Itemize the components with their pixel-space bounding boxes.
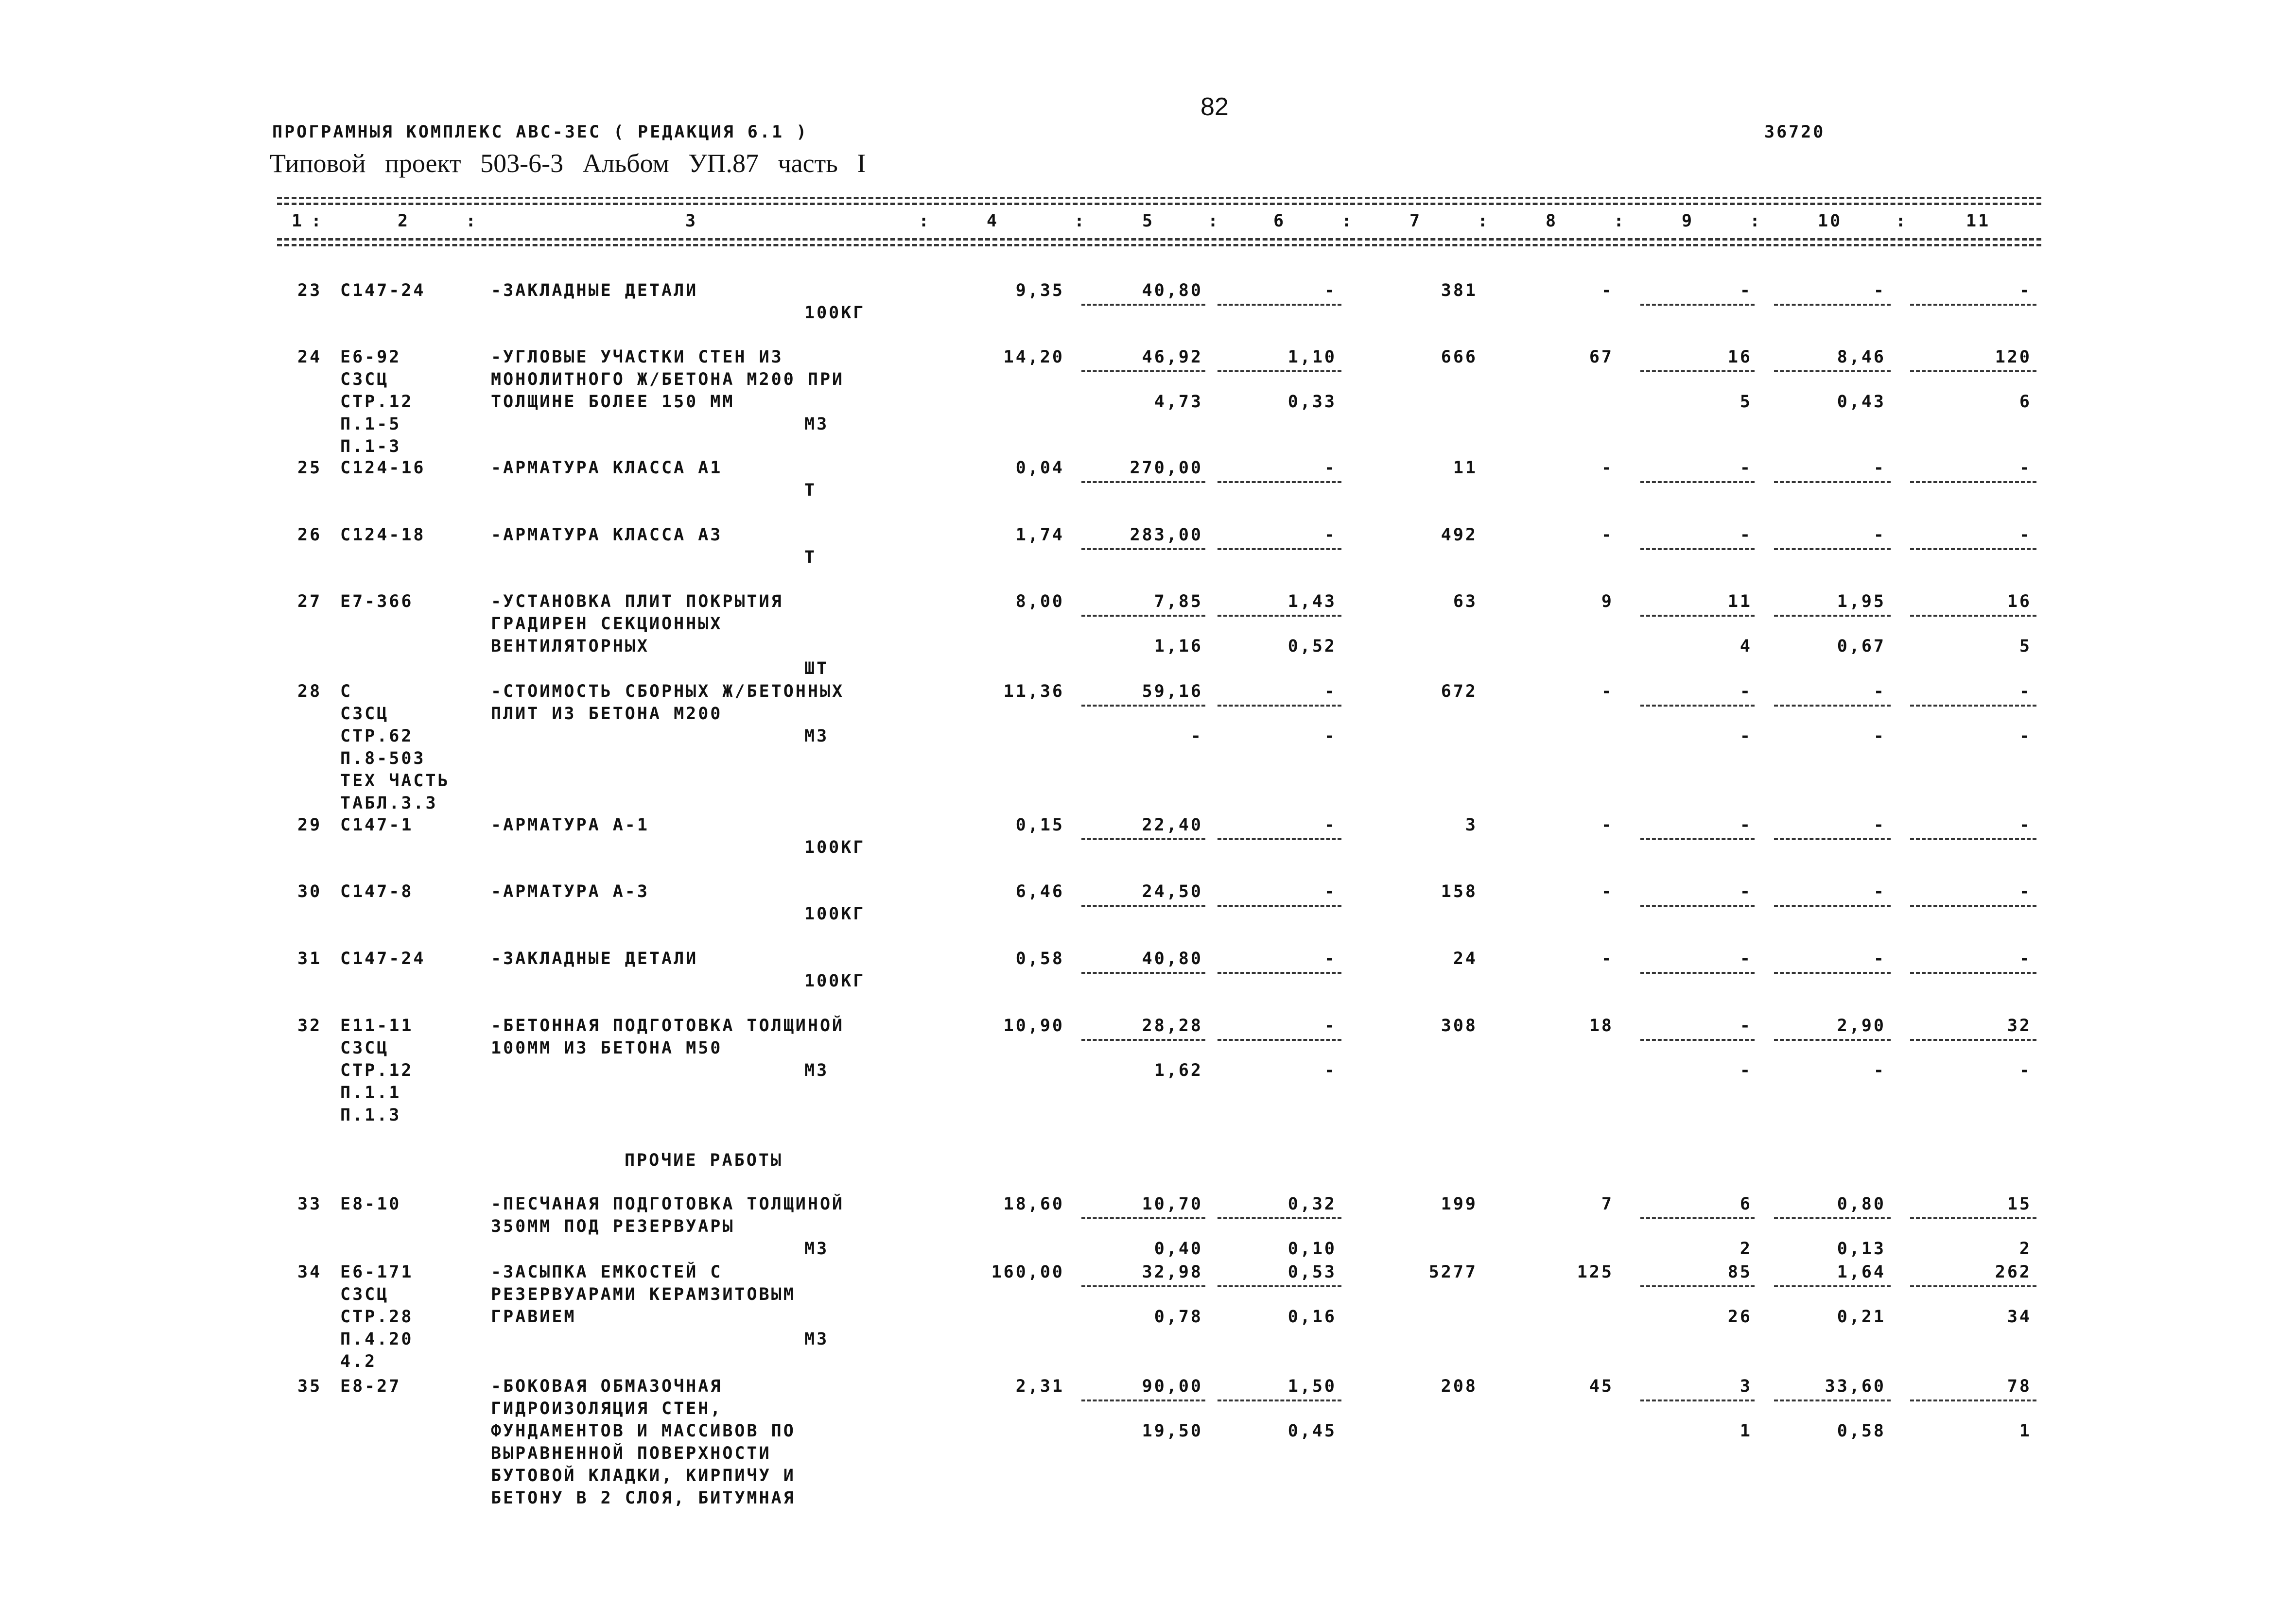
cell-c11: - (2019, 281, 2032, 300)
cell-c4: 14,20 (1003, 347, 1064, 367)
cell-c10b: - (1873, 726, 1886, 746)
fraction-line (1218, 370, 1341, 372)
cell-c4: 9,35 (1015, 281, 1064, 300)
cell-c8: - (1601, 815, 1614, 835)
program-line: ПРОГРАМНЫЯ КОМПЛЕКС АВС-3ЕС ( РЕДАКЦИЯ 6.1 ) (272, 122, 809, 142)
column-header-6: 6 (1273, 211, 1286, 231)
fraction-line (1640, 972, 1755, 974)
row-description: -ЗАСЫПКА ЕМКОСТЕЙ С РЕЗЕРВУАРАМИ КЕРАМЗИТОВЫМ ГРАВИЕМ (491, 1262, 796, 1327)
cell-c6b: - (1324, 726, 1337, 746)
row-unit: М3 (804, 1239, 829, 1259)
fraction-line (1640, 615, 1755, 617)
row-unit: ШТ (804, 659, 829, 678)
fraction-line (1910, 481, 2036, 483)
cell-c4: 2,31 (1015, 1377, 1064, 1396)
cell-c5: 90,00 (1142, 1377, 1203, 1396)
row-code: Е8-10 (340, 1194, 401, 1214)
cell-c7: 308 (1441, 1016, 1478, 1036)
fraction-line (1081, 1039, 1205, 1041)
cell-c11: - (2019, 458, 2032, 478)
fraction-line (1774, 304, 1891, 306)
cell-c11: - (2019, 949, 2032, 968)
fraction-line (1774, 905, 1891, 907)
fraction-line (1081, 838, 1205, 840)
cell-c5b: - (1190, 726, 1203, 746)
cell-c7: 63 (1453, 592, 1478, 611)
cell-c6b: 0,52 (1287, 637, 1337, 656)
cell-c4: 0,04 (1015, 458, 1064, 478)
fraction-line (1081, 1285, 1205, 1287)
cell-c8: 67 (1589, 347, 1614, 367)
cell-c4: 18,60 (1003, 1194, 1064, 1214)
row-description: -СТОИМОСТЬ СБОРНЫХ Ж/БЕТОННЫХ ПЛИТ ИЗ БЕТОНА М200 (491, 682, 845, 724)
row-code: С124-18 (340, 525, 426, 545)
fraction-line (1774, 615, 1891, 617)
cell-c9: - (1739, 458, 1752, 478)
column-header-7: 7 (1409, 211, 1422, 231)
row-code: Е8-27 (340, 1377, 401, 1396)
cell-c9: - (1739, 815, 1752, 835)
cell-c6b: 0,45 (1287, 1421, 1337, 1441)
cell-c9: 16 (1727, 347, 1752, 367)
cell-c10: - (1873, 281, 1886, 300)
fraction-line (1218, 615, 1341, 617)
cell-c7: 11 (1453, 458, 1478, 478)
row-number: 33 (297, 1194, 322, 1214)
row-code: С С3СЦ СТР.62 П.8-503 ТЕХ ЧАСТЬ ТАБЛ.3.3 (340, 682, 450, 813)
fraction-line (1218, 972, 1341, 974)
cell-c11: 32 (2007, 1016, 2032, 1036)
cell-c5b: 4,73 (1154, 392, 1203, 412)
cell-c7: 492 (1441, 525, 1478, 545)
fraction-line (1081, 481, 1205, 483)
fraction-line (1774, 548, 1891, 550)
project-title: Типовой проект 503-6-3 Альбом УП.87 часть I (270, 149, 866, 178)
fraction-line (1081, 972, 1205, 974)
row-code: С147-1 (340, 815, 414, 835)
section-title: ПРОЧИЕ РАБОТЫ (625, 1151, 783, 1170)
cell-c6: 0,53 (1287, 1262, 1337, 1282)
column-header-1: 1 (292, 211, 304, 231)
row-number: 32 (297, 1016, 322, 1036)
cell-c5: 10,70 (1142, 1194, 1203, 1214)
fraction-line (1640, 1217, 1755, 1219)
cell-c9b: - (1739, 1061, 1752, 1080)
cell-c11: - (2019, 815, 2032, 835)
fraction-line (1910, 838, 2036, 840)
row-number: 25 (297, 458, 322, 478)
cell-c6b: 0,33 (1287, 392, 1337, 412)
cell-c7: 199 (1441, 1194, 1478, 1214)
row-description: -АРМАТУРА КЛАССА А3 (491, 525, 723, 545)
fraction-line (1910, 548, 2036, 550)
cell-c5: 40,80 (1142, 949, 1203, 968)
cell-c7: 24 (1453, 949, 1478, 968)
row-unit: М3 (804, 726, 829, 746)
fraction-line (1910, 705, 2036, 707)
cell-c6: 1,50 (1287, 1377, 1337, 1396)
column-header-9: 9 (1682, 211, 1694, 231)
row-number: 34 (297, 1262, 322, 1282)
cell-c8: - (1601, 882, 1614, 901)
cell-c11b: 1 (2019, 1421, 2032, 1441)
cell-c11: 78 (2007, 1377, 2032, 1396)
fraction-line (1910, 304, 2036, 306)
row-code: С147-24 (340, 281, 426, 300)
row-number: 35 (297, 1377, 322, 1396)
cell-c10: - (1873, 525, 1886, 545)
fraction-line (1774, 705, 1891, 707)
document-number: 36720 (1764, 122, 1826, 142)
cell-c10: 0,80 (1837, 1194, 1886, 1214)
row-number: 26 (297, 525, 322, 545)
cell-c6: - (1324, 949, 1337, 968)
fraction-line (1774, 1400, 1891, 1401)
fraction-line (1081, 1400, 1205, 1401)
column-header-8: 8 (1546, 211, 1558, 231)
fraction-line (1640, 1039, 1755, 1041)
row-number: 24 (297, 347, 322, 367)
cell-c9: - (1739, 682, 1752, 701)
row-unit: 100КГ (804, 904, 866, 924)
cell-c10: - (1873, 815, 1886, 835)
cell-c11: - (2019, 882, 2032, 901)
cell-c8: 9 (1601, 592, 1614, 611)
cell-c10: 8,46 (1837, 347, 1886, 367)
row-description: -АРМАТУРА А-3 (491, 882, 649, 901)
cell-c7: 666 (1441, 347, 1478, 367)
cell-c5b: 1,16 (1154, 637, 1203, 656)
cell-c8: 45 (1589, 1377, 1614, 1396)
fraction-line (1774, 1039, 1891, 1041)
cell-c6: - (1324, 281, 1337, 300)
fraction-line (1081, 548, 1205, 550)
cell-c5b: 19,50 (1142, 1421, 1203, 1441)
cell-c9: - (1739, 525, 1752, 545)
cell-c7: 5277 (1428, 1262, 1478, 1282)
fraction-line (1218, 1039, 1341, 1041)
fraction-line (1640, 905, 1755, 907)
cell-c9b: - (1739, 726, 1752, 746)
cell-c11b: 6 (2019, 392, 2032, 412)
cell-c10b: 0,67 (1837, 637, 1886, 656)
cell-c8: - (1601, 525, 1614, 545)
fraction-line (1081, 304, 1205, 306)
fraction-line (1910, 615, 2036, 617)
cell-c9: - (1739, 281, 1752, 300)
row-description: -БОКОВАЯ ОБМАЗОЧНАЯ ГИДРОИЗОЛЯЦИЯ СТЕН, ФУНДАМЕНТОВ И МАССИВОВ ПО ВЫРАВНЕННОЙ ПОВЕРХНОСТИ БУТОВОЙ КЛАДКИ, КИРПИЧУ И БЕТОНУ В 2 СЛОЯ, БИТУМНАЯ (491, 1377, 796, 1508)
cell-c4: 1,74 (1015, 525, 1064, 545)
cell-c6: - (1324, 682, 1337, 701)
cell-c7: 381 (1441, 281, 1478, 300)
cell-c8: - (1601, 682, 1614, 701)
fraction-line (1910, 1400, 2036, 1401)
cell-c8: - (1601, 949, 1614, 968)
page-number: 82 (1200, 93, 1229, 121)
cell-c9: 6 (1739, 1194, 1752, 1214)
row-number: 31 (297, 949, 322, 968)
fraction-line (1218, 705, 1341, 707)
cell-c6: - (1324, 882, 1337, 901)
row-unit: М3 (804, 1330, 829, 1349)
cell-c5b: 0,40 (1154, 1239, 1203, 1259)
row-number: 27 (297, 592, 322, 611)
fraction-line (1218, 1285, 1341, 1287)
cell-c9b: 1 (1739, 1421, 1752, 1441)
fraction-line (1910, 1217, 2036, 1219)
row-unit: М3 (804, 1061, 829, 1080)
column-header-11: 11 (1966, 211, 1991, 231)
fraction-line (1640, 370, 1755, 372)
fraction-line (1081, 705, 1205, 707)
fraction-line (1640, 304, 1755, 306)
cell-c4: 8,00 (1015, 592, 1064, 611)
fraction-line (1640, 1400, 1755, 1401)
cell-c9: 3 (1739, 1377, 1752, 1396)
row-description: -УГЛОВЫЕ УЧАСТКИ СТЕН ИЗ МОНОЛИТНОГО Ж/БЕТОНА М200 ПРИ ТОЛЩИНЕ БОЛЕЕ 150 ММ (491, 347, 845, 412)
cell-c9: 85 (1727, 1262, 1752, 1282)
cell-c5: 283,00 (1130, 525, 1203, 545)
cell-c10: 1,64 (1837, 1262, 1886, 1282)
cell-c8: - (1601, 281, 1614, 300)
cell-c11b: 5 (2019, 637, 2032, 656)
row-number: 29 (297, 815, 322, 835)
row-description: -БЕТОННАЯ ПОДГОТОВКА ТОЛЩИНОЙ 100ММ ИЗ БЕТОНА М50 (491, 1016, 845, 1058)
row-description: -ЗАКЛАДНЫЕ ДЕТАЛИ (491, 949, 698, 968)
cell-c5: 24,50 (1142, 882, 1203, 901)
cell-c11: 262 (1995, 1262, 2032, 1282)
cell-c4: 0,58 (1015, 949, 1064, 968)
fraction-line (1640, 548, 1755, 550)
cell-c6b: 0,10 (1287, 1239, 1337, 1259)
cell-c5: 22,40 (1142, 815, 1203, 835)
column-header-row: 1 : 2 : 3 : 4 : 5 : 6 : 7 : 8 : 9 : 10 : 11 (292, 211, 1991, 231)
cell-c7: 3 (1465, 815, 1478, 835)
cell-c9: 11 (1727, 592, 1752, 611)
fraction-line (1640, 481, 1755, 483)
cell-c5: 7,85 (1154, 592, 1203, 611)
cell-c11: - (2019, 525, 2032, 545)
fraction-line (1910, 905, 2036, 907)
column-header-2: 2 (398, 211, 410, 231)
row-number: 30 (297, 882, 322, 901)
cell-c7: 208 (1441, 1377, 1478, 1396)
cell-c10: - (1873, 458, 1886, 478)
cell-c10b: 0,13 (1837, 1239, 1886, 1259)
fraction-line (1640, 838, 1755, 840)
cell-c4: 11,36 (1003, 682, 1064, 701)
cell-c4: 6,46 (1015, 882, 1064, 901)
row-code: Е6-92 С3СЦ СТР.12 П.1-5 П.1-3 (340, 347, 414, 456)
cell-c4: 0,15 (1015, 815, 1064, 835)
row-number: 28 (297, 682, 322, 701)
row-unit: 100КГ (804, 838, 866, 857)
fraction-line (1774, 1285, 1891, 1287)
cell-c4: 10,90 (1003, 1016, 1064, 1036)
fraction-line (1774, 1217, 1891, 1219)
cell-c9b: 2 (1739, 1239, 1752, 1259)
cell-c11b: 2 (2019, 1239, 2032, 1259)
cell-c9: - (1739, 882, 1752, 901)
row-unit: 100КГ (804, 303, 866, 323)
cell-c10: 1,95 (1837, 592, 1886, 611)
cell-c6b: - (1324, 1061, 1337, 1080)
cell-c6: 0,32 (1287, 1194, 1337, 1214)
cell-c7: 672 (1441, 682, 1478, 701)
fraction-line (1640, 1285, 1755, 1287)
cell-c9: - (1739, 1016, 1752, 1036)
row-description: -АРМАТУРА КЛАССА А1 (491, 458, 723, 478)
cell-c5b: 1,62 (1154, 1061, 1203, 1080)
fraction-line (1218, 1217, 1341, 1219)
cell-c10b: 0,21 (1837, 1307, 1886, 1327)
fraction-line (1774, 972, 1891, 974)
cell-c9b: 26 (1727, 1307, 1752, 1327)
fraction-line (1218, 905, 1341, 907)
row-unit: М3 (804, 415, 829, 434)
cell-c9b: 4 (1739, 637, 1752, 656)
cell-c8: 18 (1589, 1016, 1614, 1036)
cell-c10b: 0,43 (1837, 392, 1886, 412)
fraction-line (1640, 705, 1755, 707)
fraction-line (1910, 370, 2036, 372)
row-unit: Т (804, 548, 817, 567)
fraction-line (1081, 615, 1205, 617)
fraction-line (1774, 838, 1891, 840)
cell-c11: 16 (2007, 592, 2032, 611)
cell-c6: - (1324, 1016, 1337, 1036)
cell-c6: 1,10 (1287, 347, 1337, 367)
fraction-line (1910, 1039, 2036, 1041)
cell-c8: 7 (1601, 1194, 1614, 1214)
cell-c10b: 0,58 (1837, 1421, 1886, 1441)
row-code: Е7-366 (340, 592, 414, 611)
cell-c8: 125 (1577, 1262, 1614, 1282)
fraction-line (1218, 1400, 1341, 1401)
row-code: С147-8 (340, 882, 414, 901)
cell-c11b: - (2019, 726, 2032, 746)
cell-c10: 33,60 (1825, 1377, 1886, 1396)
row-code: С124-16 (340, 458, 426, 478)
cell-c5: 59,16 (1142, 682, 1203, 701)
fraction-line (1774, 370, 1891, 372)
row-description: -УСТАНОВКА ПЛИТ ПОКРЫТИЯ ГРАДИРЕН СЕКЦИОННЫХ ВЕНТИЛЯТОРНЫХ (491, 592, 783, 656)
cell-c11b: 34 (2007, 1307, 2032, 1327)
fraction-line (1910, 1285, 2036, 1287)
column-header-4: 4 (987, 211, 999, 231)
cell-c10: 2,90 (1837, 1016, 1886, 1036)
row-number: 23 (297, 281, 322, 300)
cell-c6: - (1324, 458, 1337, 478)
cell-c4: 160,00 (991, 1262, 1064, 1282)
fraction-line (1081, 905, 1205, 907)
row-unit: Т (804, 481, 817, 500)
cell-c10: - (1873, 682, 1886, 701)
cell-c9: - (1739, 949, 1752, 968)
cell-c11: - (2019, 682, 2032, 701)
cell-c10: - (1873, 882, 1886, 901)
cell-c11b: - (2019, 1061, 2032, 1080)
fraction-line (1774, 481, 1891, 483)
row-description: -АРМАТУРА А-1 (491, 815, 649, 835)
fraction-line (1910, 972, 2036, 974)
fraction-line (1218, 548, 1341, 550)
cell-c7: 158 (1441, 882, 1478, 901)
cell-c5b: 0,78 (1154, 1307, 1203, 1327)
column-header-5: 5 (1142, 211, 1155, 231)
column-header-10: 10 (1818, 211, 1843, 231)
cell-c10: - (1873, 949, 1886, 968)
cell-c5: 32,98 (1142, 1262, 1203, 1282)
row-description: -ПЕСЧАНАЯ ПОДГОТОВКА ТОЛЩИНОЙ 350ММ ПОД РЕЗЕРВУАРЫ (491, 1194, 845, 1236)
cell-c6: 1,43 (1287, 592, 1337, 611)
cell-c8: - (1601, 458, 1614, 478)
fraction-line (1218, 304, 1341, 306)
row-unit: 100КГ (804, 971, 866, 991)
cell-c5: 40,80 (1142, 281, 1203, 300)
fraction-line (1218, 838, 1341, 840)
cell-c6b: 0,16 (1287, 1307, 1337, 1327)
fraction-line (1081, 1217, 1205, 1219)
cell-c6: - (1324, 525, 1337, 545)
row-description: -ЗАКЛАДНЫЕ ДЕТАЛИ (491, 281, 698, 300)
row-code: Е6-171 С3СЦ СТР.28 П.4.20 4.2 (340, 1262, 414, 1371)
cell-c11: 15 (2007, 1194, 2032, 1214)
row-code: С147-24 (340, 949, 426, 968)
cell-c10b: - (1873, 1061, 1886, 1080)
fraction-line (1081, 370, 1205, 372)
cell-c5: 46,92 (1142, 347, 1203, 367)
cell-c5: 28,28 (1142, 1016, 1203, 1036)
cell-c6: - (1324, 815, 1337, 835)
cell-c11: 120 (1995, 347, 2032, 367)
fraction-line (1218, 481, 1341, 483)
cell-c9b: 5 (1739, 392, 1752, 412)
row-code: Е11-11 С3СЦ СТР.12 П.1.1 П.1.3 (340, 1016, 414, 1125)
column-header-3: 3 (685, 211, 698, 231)
cell-c5: 270,00 (1130, 458, 1203, 478)
